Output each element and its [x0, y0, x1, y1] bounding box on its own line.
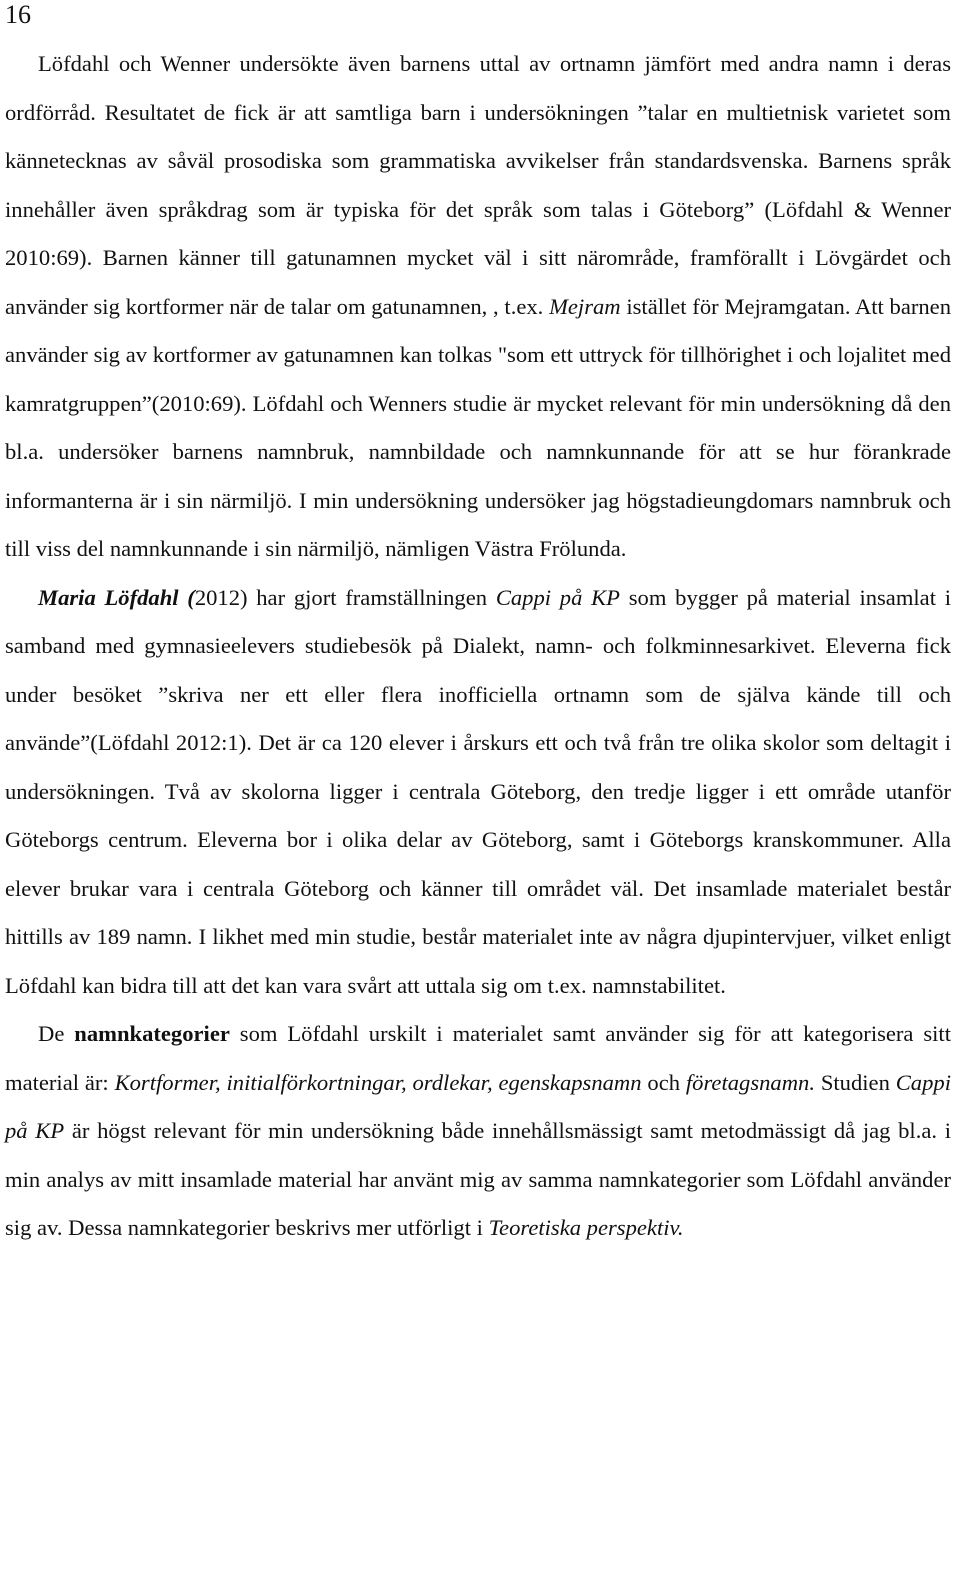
p3-text-3: Studien: [820, 1069, 890, 1095]
paragraph-3: [5, 1010, 951, 1253]
body-text: [5, 40, 951, 1253]
p1-italic-mejram: Mejram: [549, 293, 621, 319]
p3-bold-term: namnkategorier: [74, 1021, 230, 1046]
p3-reference: Teoretiska perspektiv.: [488, 1215, 684, 1240]
p3-title: Cappi på KP: [5, 1069, 951, 1143]
p2-author: Maria Löfdahl (: [38, 584, 195, 610]
paragraph-2: [5, 574, 951, 1011]
p3-text-4: är högst relevant för min undersökning både innehållsmässigt samt metodmässigt då jag bl.a. i min analys av mitt insamlade material har använt mig av samma namnkategorier som Löfdahl använder sig av. Dessa namnkategorier beskrivs mer utförligt i: [5, 1118, 951, 1240]
p2-text-1: 2012) har gjort framställningen: [194, 584, 488, 610]
p3-categories: Kortformer, initialförkortningar, ordlekar, egenskapsnamn: [114, 1069, 642, 1095]
paragraph-1: [5, 40, 951, 574]
p3-text-1: De: [38, 1021, 65, 1046]
p1-text-1: Löfdahl och Wenner undersökte även barnens uttal av ortnamn jämfört med andra namn i deras ordförråd. Resultatet de fick är att samtliga barn i undersökningen ”talar en multietnisk varietet som kännetecknas av såväl prosodiska som grammatiska avvikelser från standardsvenska. Barnens språk innehåller även språkdrag som är typiska för det språk som talas i Göteborg” (Löfdahl & Wenner 2010:69). Barnen känner till gatunamnen mycket väl i sitt närområde, framförallt i Lövgärdet och använder sig kortformer när de talar om gatunamnen, , t.ex.: [5, 51, 951, 319]
p3-text-2: som Löfdahl urskilt i materialet samt använder sig för att kategorisera sitt material är:: [5, 1021, 951, 1095]
p2-title: Cappi på KP: [495, 584, 620, 610]
page-number: 16: [5, 0, 31, 29]
p1-text-2: istället för Mejramgatan. Att barnen använder sig av kortformer av gatunamnen kan tolkas "som ett uttryck för tillhörighet i och lojalitet med kamratgruppen”(2010:69). Löfdahl och Wenners studie är mycket relevant för min undersökning då den bl.a. undersöker barnens namnbruk, namnbildade och namnkunnande för att se hur förankrade informanterna är i sin närmiljö. I min undersökning undersöker jag högstadieungdomars namnbruk och till viss del namnkunnande i sin närmiljö, nämligen Västra Frölunda.: [5, 293, 952, 561]
p3-och: och: [647, 1069, 681, 1095]
p3-foretag: företagsnamn.: [685, 1069, 815, 1095]
p2-text-2: som bygger på material insamlat i samband med gymnasieelevers studiebesök på Dialekt, namn- och folkminnesarkivet. Eleverna fick under besöket ”skriva ner ett eller flera inofficiella ortnamn som de själva kände till och använde”(Löfdahl 2012:1). Det är ca 120 elever i årskurs ett och två från tre olika skolor som deltagit i undersökningen. Två av skolorna ligger i centrala Göteborg, den tredje ligger i ett område utanför Göteborgs centrum. Eleverna bor i olika delar av Göteborg, samt i Göteborgs kranskommuner. Alla elever brukar vara i centrala Göteborg och känner till området väl. Det insamlade materialet består hittills av 189 namn. I likhet med min studie, består materialet inte av några djupintervjuer, vilket enligt Löfdahl kan bidra till att det kan vara svårt att uttala sig om t.ex. namnstabilitet.: [5, 584, 952, 998]
